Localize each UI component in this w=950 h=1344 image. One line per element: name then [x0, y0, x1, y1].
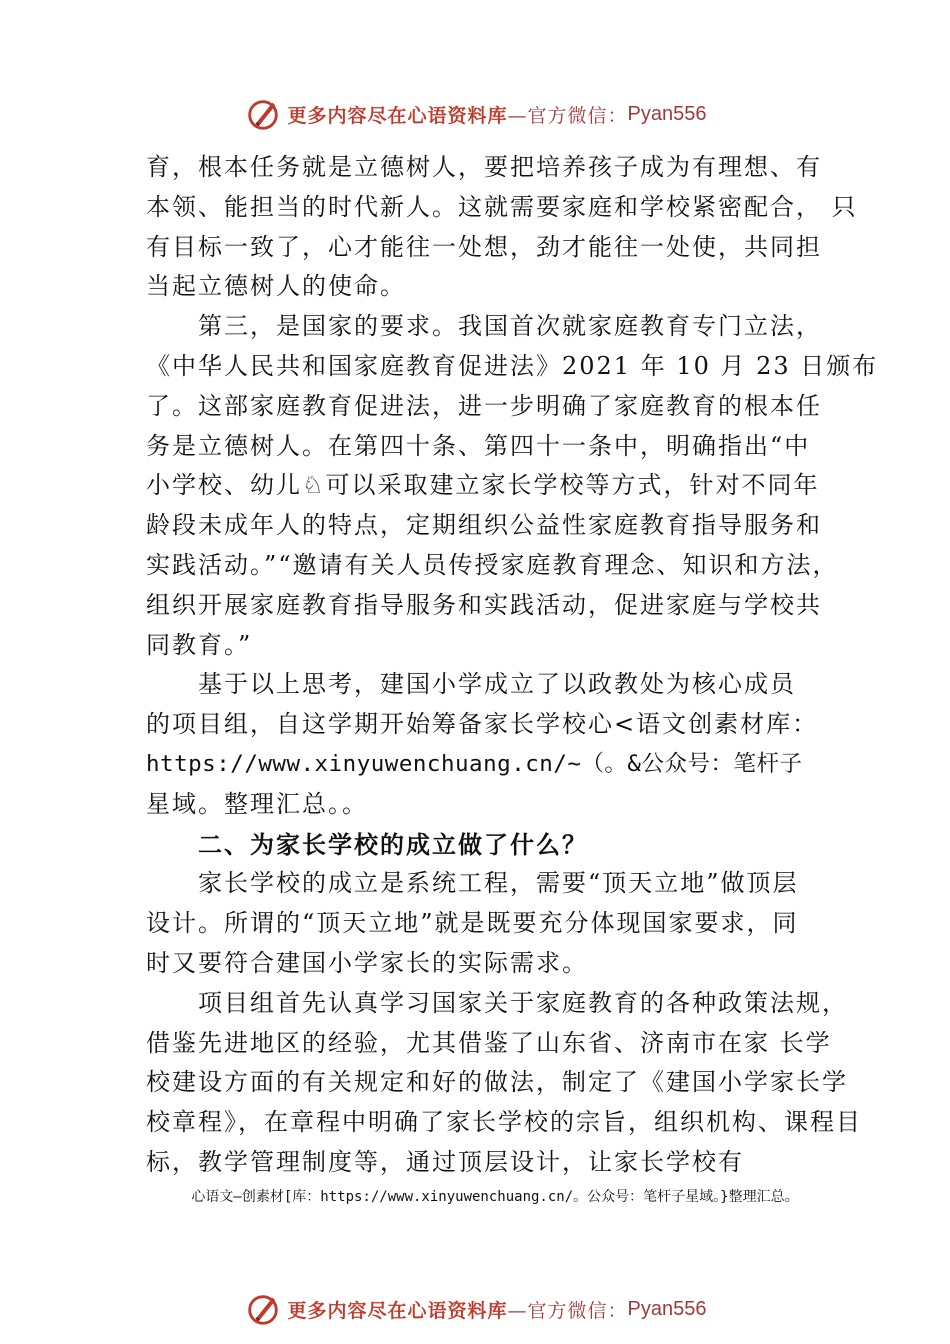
text-line: 务是立德树人。在第四十条、第四十一条中，明确指出“中 [146, 431, 811, 460]
text-line: 基于以上思考，建国小学成立了以政教处为核心成员 [198, 670, 796, 699]
footer-banner [0, 1289, 950, 1329]
text-line: 星域。整理汇总。。 [146, 789, 368, 818]
text-line: 的项目组，自这学期开始筹备家长学校心<语文创素材库： [146, 710, 819, 739]
text-line: 《中华人民共和国家庭教育促进法》2021 年 10 月 23 日颁布 [146, 351, 879, 380]
section-heading: 二、为家长学校的成立做了什么？ [198, 829, 588, 859]
banner-title: 更多内容尽在心语资料库 [287, 1299, 508, 1322]
footer-note: 心语文—创素材[库：https://www.xinyuwenchuang.cn/。公众号：笔杆子星域。}整理汇总。 [191, 1189, 799, 1205]
text-line: 校章程》，在章程中明确了家长学校的宗旨，组织机构、课程目 [146, 1108, 862, 1137]
text-line: 标，教学管理制度等，通过顶层设计，让家长学校有 [146, 1147, 744, 1176]
text-line: 家长学校的成立是系统工程，需要“顶天立地”做顶层 [198, 869, 799, 898]
header-banner [0, 94, 950, 134]
text-line: https://www.xinyuwenchuang.cn/~（。&公众号：笔杆子 [146, 750, 803, 777]
text-line: 时又要符合建国小学家长的实际需求。 [146, 948, 588, 977]
banner-wechat-id: Pyan556 [627, 102, 707, 125]
pen-logo-icon [244, 95, 282, 133]
text-line: 有目标一致了，心才能往一处想，劲才能往一处使，共同担 [146, 232, 822, 261]
text-line: 了。这部家庭教育促进法，进一步明确了家庭教育的根本任 [146, 391, 822, 420]
text-line: 同教育。” [146, 630, 253, 659]
text-line: 设计。所谓的“顶天立地”就是既要充分体现国家要求，同 [146, 909, 799, 938]
banner-title: 更多内容尽在心语资料库 [287, 104, 508, 127]
banner-wechat-label: —官方微信： [507, 104, 628, 127]
text-line: 龄段未成年人的特点，定期组织公益性家庭教育指导服务和 [146, 511, 822, 540]
document-body [146, 148, 879, 1183]
text-line: 育，根本任务就是立德树人，要把培养孩子成为有理想、有 [146, 153, 822, 181]
banner-wechat-label: —官方微信： [507, 1299, 628, 1322]
text-line: 组织开展家庭教育指导服务和实践活动，促进家庭与学校共 [146, 590, 822, 619]
text-line: 本领、能担当的时代新人。这就需要家庭和学校紧密配合， 只 [146, 192, 858, 221]
text-line: 第三，是国家的要求。我国首次就家庭教育专门立法， [198, 312, 822, 341]
text-line: 当起立德树人的使命。 [146, 272, 406, 301]
text-line: 项目组首先认真学习国家关于家庭教育的各种政策法规， [198, 988, 848, 1017]
text-line: 小学校、幼儿⁨♘⁩可以采取建立家长学校等方式，针对不同年 [146, 471, 820, 500]
text-line: 实践活动。”“邀请有关人员传授家庭教育理念、知识和方法， [146, 550, 839, 579]
text-line: 借鉴先进地区的经验，尤其借鉴了山东省、济南市在家 长学 [146, 1028, 832, 1057]
text-line: 校建设方面的有关规定和好的做法，制定了《建国小学家长学 [146, 1068, 848, 1097]
pen-logo-icon [244, 1290, 282, 1328]
banner-wechat-id: Pyan556 [627, 1297, 707, 1320]
